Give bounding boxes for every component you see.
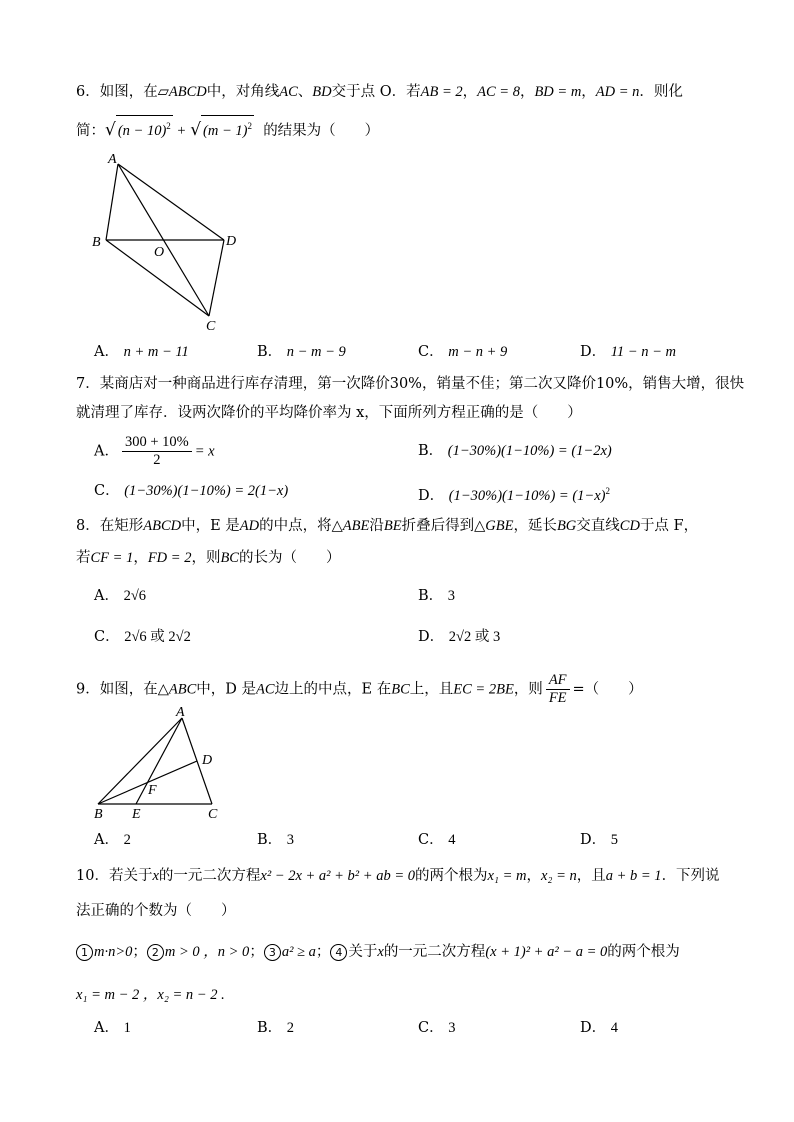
q9-triangle-figure — [90, 702, 230, 824]
q10-circle-2: 2 — [147, 944, 164, 961]
q6-edge-ad — [118, 164, 224, 240]
q7-option-c[interactable]: C． (1−30%)(1−10%) = 2(1−x) — [94, 483, 289, 499]
q6-line1: 6．如图，在▱ABCD中，对角线AC、BD交于点 O．若AB = 2，AC = 8，BD = m，AD = n．则化 — [76, 84, 683, 100]
q6-option-c[interactable]: C． m − n + 9 — [418, 344, 508, 360]
q9-fraction-af-fe: $\frac{AF}{FE}$ — [546, 672, 570, 707]
q6-option-a[interactable]: A． n + m − 11 — [94, 344, 189, 360]
q6-edge-ab — [106, 164, 118, 240]
q6-radical-1: $(n - 10)^2$ — [116, 115, 173, 141]
q8-option-c[interactable]: C． 2√6 或 2√2 — [94, 629, 191, 645]
q10-option-b[interactable]: B． 2 — [257, 1020, 295, 1036]
q6-label-b: B — [92, 235, 101, 250]
q9-line1: 9．如图，在△ABC中，D 是AC边上的中点，E 在BC上，且EC = 2BE，则 $\frac{AF}{FE}$ =（ ） — [76, 672, 643, 706]
q9-label-f: F — [148, 783, 157, 798]
q9-option-c[interactable]: C． 4 — [418, 832, 456, 848]
q6-label-a: A — [108, 152, 117, 167]
q9-segment-ae — [136, 718, 182, 804]
q10-line2: 法正确的个数为（ ） — [76, 903, 236, 919]
q9-option-d[interactable]: D． 5 — [580, 832, 618, 848]
q9-label-c: C — [208, 807, 218, 822]
q7-option-d[interactable]: D． $(1-30\%)(1-10\%) = (1-x)^2$ — [418, 486, 610, 504]
q10-circle-1: 1 — [76, 944, 93, 961]
q6-line2: 简：√ $(n - 10)^2$ + √ $(m - 1)^2$ 的结果为（ ） — [76, 115, 794, 141]
q7-option-a-fraction: $\frac{300 + 10\%}{2}$ — [122, 434, 192, 469]
q6-option-d[interactable]: D． 11 − n − m — [580, 344, 676, 360]
q6-radical-2: $(m - 1)^2$ — [201, 115, 254, 141]
q10-line4: x₁ = m − 2 ，x₂ = n − 2 . — [76, 987, 225, 1003]
q6-option-b[interactable]: B． n − m − 9 — [257, 344, 346, 360]
q6-number: 6． — [76, 84, 100, 100]
q9-label-e: E — [132, 807, 141, 822]
q6-label-d: D — [226, 234, 237, 249]
q8-option-d[interactable]: D． 2√2 或 3 — [418, 629, 501, 645]
q10-statements: 1 m·n>0； 2 m > 0 ，n > 0； 3 a² ≥ a； 4 关于x的一元二次方程(x + 1)² + a² − a = 0的两个根为 — [76, 942, 794, 962]
q8-option-b[interactable]: B． 3 — [418, 588, 456, 604]
parallelogram-symbol: ▱ — [157, 84, 169, 100]
q8-line2: 若CF = 1，FD = 2，则BC的长为（ ） — [76, 550, 341, 566]
q8-line1: 8．在矩形ABCD中，E 是AD的中点，将△ABE沿BE折叠后得到△GBE，延长BG交直线CD于点 F， — [76, 518, 699, 534]
q10-option-d[interactable]: D． 4 — [580, 1020, 618, 1036]
q7-line2: 就清理了库存．设两次降价的平均降价率为 x，下面所列方程正确的是（ ） — [76, 405, 582, 421]
q10-circle-4: 4 — [330, 944, 347, 961]
q9-label-a: A — [176, 705, 185, 720]
q9-option-b[interactable]: B． 3 — [257, 832, 295, 848]
q6-label-c: C — [206, 319, 216, 334]
q9-edge-ab — [98, 718, 182, 804]
q6-edge-dc — [209, 240, 224, 316]
q9-label-b: B — [94, 807, 103, 822]
q7-option-a[interactable]: A． $\frac{300 + 10\%}{2}$ = x — [94, 434, 215, 468]
q6-label-o: O — [154, 245, 165, 260]
q10-line1: 10．若关于x的一元二次方程x² − 2x + a² + b² + ab = 0的两个根为x₁ = m，x₂ = n，且a + b = 1．下列说 — [76, 868, 720, 884]
q9-option-a[interactable]: A． 2 — [94, 832, 131, 848]
q10-option-a[interactable]: A． 1 — [94, 1020, 131, 1036]
q7-line1: 7．某商店对一种商品进行库存清理，第一次降价30%，销量不佳；第二次又降价10%，销售大增，很快 — [76, 376, 745, 392]
q6-parallelogram-figure — [88, 148, 248, 334]
q10-option-c[interactable]: C． 3 — [418, 1020, 456, 1036]
q9-label-d: D — [202, 753, 213, 768]
q8-option-a[interactable]: A． 2√6 — [94, 588, 147, 604]
q10-circle-3: 3 — [264, 944, 281, 961]
q7-option-b[interactable]: B． (1−30%)(1−10%) = (1−2x) — [418, 443, 612, 459]
